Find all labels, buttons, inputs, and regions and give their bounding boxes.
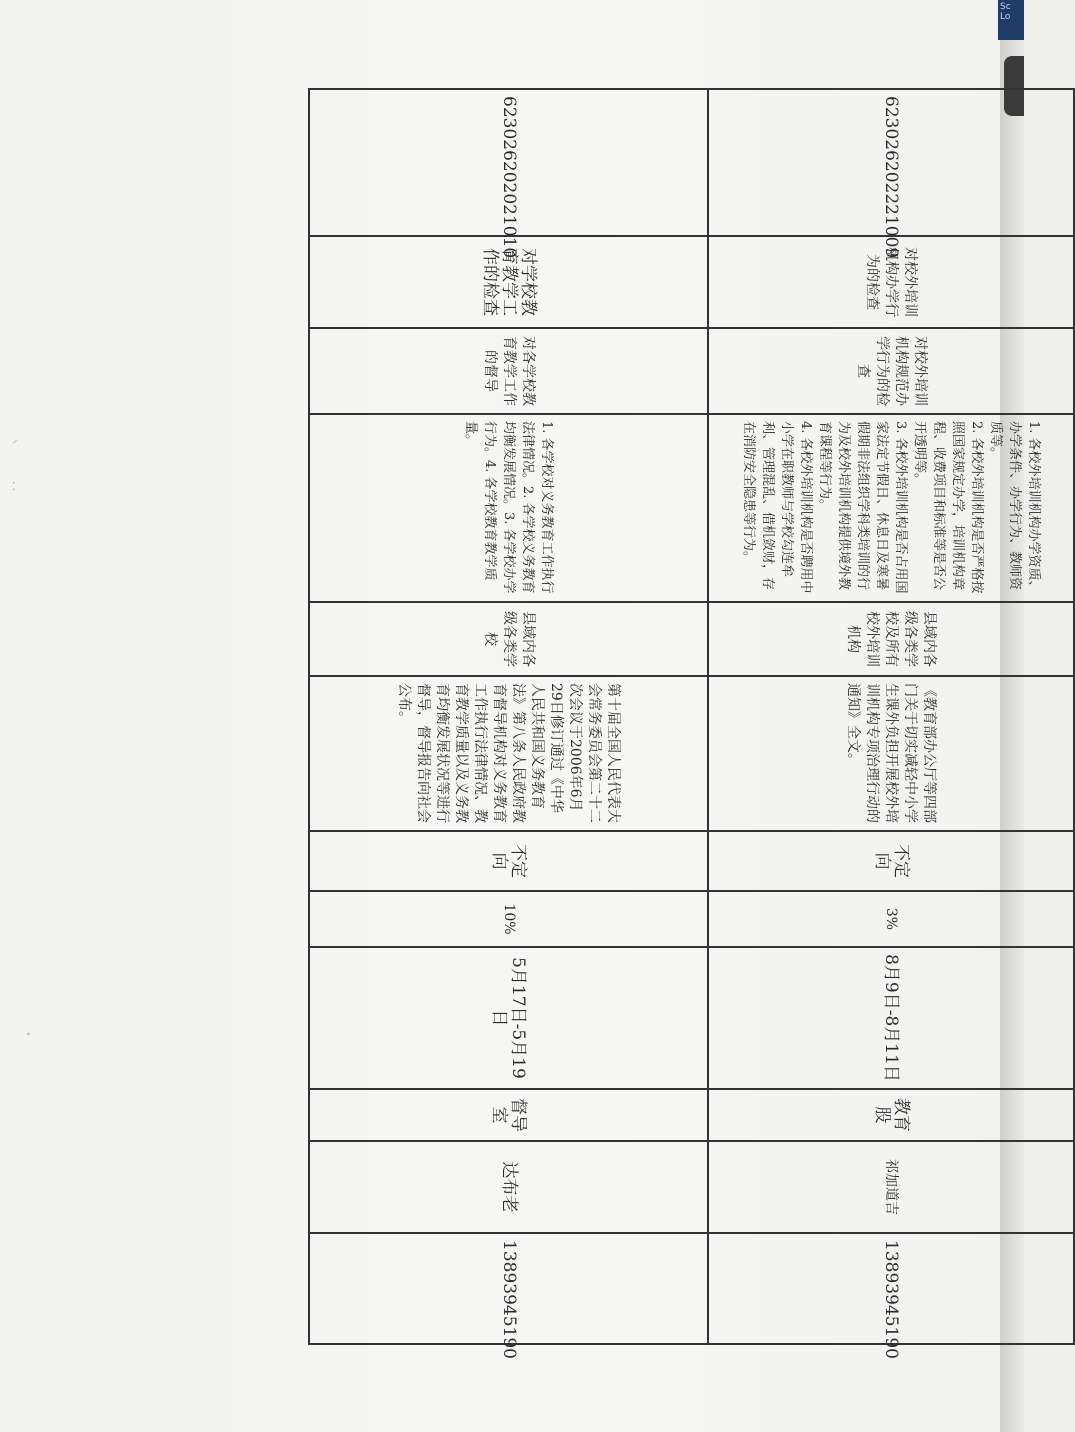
item-code-cell: 623026202021010 bbox=[309, 89, 708, 236]
check-target-cell: 县域内各级各类学校及所有校外培训机构 bbox=[708, 602, 1074, 676]
paper-mark: ⸝ bbox=[12, 433, 18, 446]
check-target-cell: 县域内各级各类学校 bbox=[309, 602, 708, 676]
sampling-ratio-cell: 3% bbox=[708, 891, 1074, 947]
item-name-cell: 对校外培训机构办学行为的检查 bbox=[708, 236, 1074, 328]
paper-mark: ᐩ bbox=[26, 1030, 31, 1043]
check-details-cell: 1. 各校外培训机构办学资质、办学条件、办学行为、教师资质等。 2. 各校外培训机构是否严格按照国家规定办学，培训机构章程、收费项目和标准等是否公开透明等。 3. 各校外培训机构是否占用国家法定节假日、休息日及寒暑假期非法组织学科类培训的行为及校外培训机构提供境外教育课程等行为。 4. 各校外培训机构是否聘用中小学在职教师与学校勾连牟利、管理混乱、借机敛财，存在消防安全隐患等行为。 bbox=[708, 414, 1074, 602]
contact-person-cell: 祁加道吉 bbox=[708, 1141, 1074, 1233]
check-content-cell: 对校外培训机构规范办学行为的检查 bbox=[708, 328, 1074, 414]
paper-mark: ⁚ bbox=[12, 480, 16, 493]
check-method-cell: 不定向 bbox=[708, 831, 1074, 891]
department-cell: 督导室 bbox=[309, 1089, 708, 1141]
inspection-table bbox=[308, 88, 1075, 1359]
rotated-table-wrapper bbox=[308, 88, 1075, 1359]
sampling-ratio-cell: 10% bbox=[309, 891, 708, 947]
legal-basis-cell: 《教育部办公厅等四部门关于切实减轻中小学生课外负担开展校外培训机构专项治理行动的通知》全文。 bbox=[708, 676, 1074, 831]
phone-cell: 13893945190 bbox=[309, 1233, 708, 1344]
check-period-cell: 8月9日-8月11日 bbox=[708, 947, 1074, 1089]
table-row bbox=[708, 89, 1074, 1344]
check-details-cell: 1. 各学校对义务教育工作执行法律情况。2. 各学校义务教育均衡发展情况。3. 各学校办学行为。4. 各学校教育教学质量。 bbox=[309, 414, 708, 602]
check-content-cell: 对各学校教育教学工作的督导 bbox=[309, 328, 708, 414]
check-method-cell: 不定向 bbox=[309, 831, 708, 891]
contact-person-cell: 达布老 bbox=[309, 1141, 708, 1233]
background-window-fragment: Sc Lo bbox=[998, 0, 1024, 40]
item-code-cell: 623026202221009 bbox=[708, 89, 1074, 236]
phone-cell: 13893945190 bbox=[708, 1233, 1074, 1344]
check-period-cell: 5月17日-5月19日 bbox=[309, 947, 708, 1089]
department-cell: 教育股 bbox=[708, 1089, 1074, 1141]
item-name-cell: 对学校教育教学工作的检查 bbox=[309, 236, 708, 328]
table-row bbox=[309, 89, 708, 1344]
legal-basis-cell: 第十届全国人民代表大会常务委员会第二十二次会议于2006年6月29日修订通过《中华人民共和国义务教育法》第八条人民政府教育督导机构对义务教育工作执行法律情况、教育教学质量以及义务教育均衡发展状况等进行督导，督导报告向社会公布。 bbox=[309, 676, 708, 831]
